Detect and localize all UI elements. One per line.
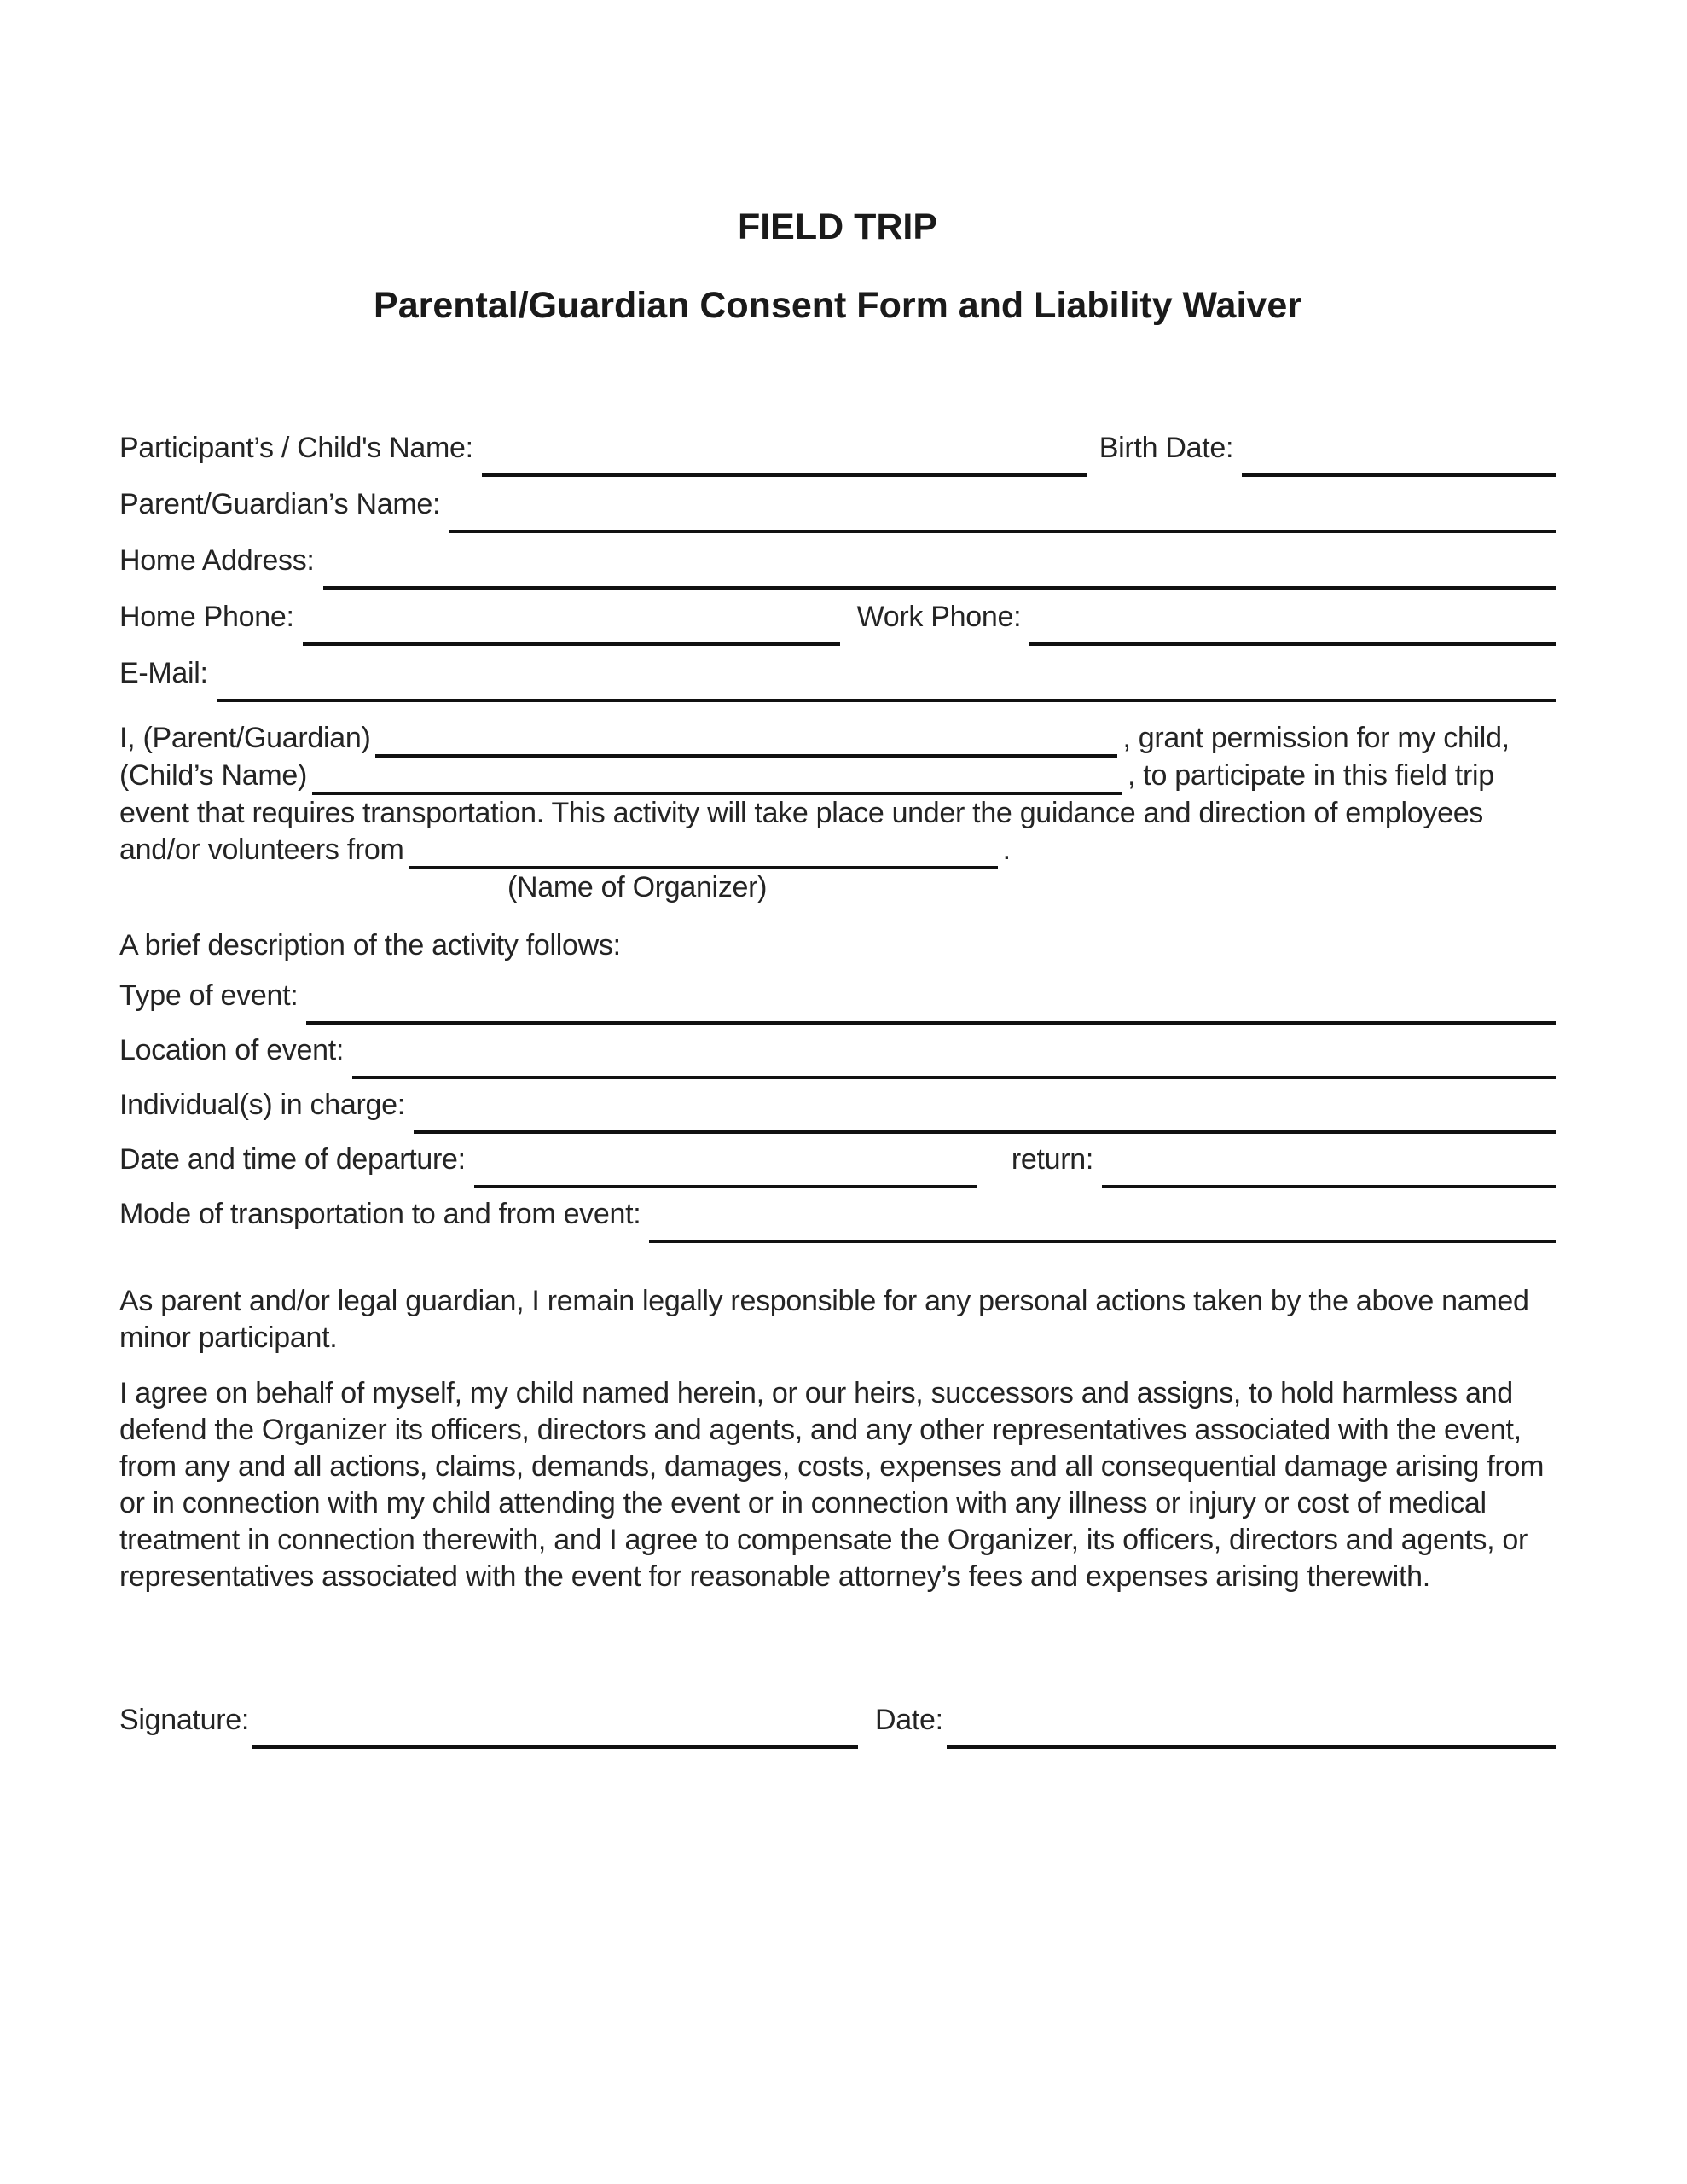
permission-line2-text: (Child’s Name) bbox=[119, 759, 308, 792]
return-blank[interactable] bbox=[1102, 1141, 1556, 1188]
permission-statement bbox=[119, 720, 1556, 906]
birth-date-blank[interactable] bbox=[1242, 429, 1556, 477]
departure-blank[interactable] bbox=[474, 1141, 977, 1188]
responsibility-paragraph: As parent and/or legal guardian, I remain legally responsible for any personal actions taken by the above named minor participant. bbox=[119, 1285, 1529, 1354]
home-address-row bbox=[119, 542, 1556, 579]
birth-date-label: Birth Date: bbox=[1099, 432, 1234, 464]
transportation-blank[interactable] bbox=[649, 1195, 1556, 1243]
permission-line-3: event that requires transportation. This activity will take place under the guidance and direction of employees bbox=[119, 797, 1484, 829]
date-label: Date: bbox=[875, 1704, 943, 1736]
permission-line-4 bbox=[119, 832, 1556, 869]
work-phone-label: Work Phone: bbox=[856, 601, 1022, 633]
parent-name-blank[interactable] bbox=[449, 485, 1556, 533]
home-phone-blank[interactable] bbox=[303, 598, 840, 646]
permission-line-1 bbox=[119, 720, 1556, 758]
individuals-in-charge-row bbox=[119, 1086, 1556, 1124]
participant-name-blank[interactable] bbox=[482, 429, 1087, 477]
type-of-event-row bbox=[119, 977, 1556, 1014]
transportation-row bbox=[119, 1195, 1556, 1233]
signature-blank[interactable] bbox=[252, 1701, 858, 1749]
child-name-blank[interactable] bbox=[312, 763, 1122, 795]
organizer-caption: (Name of Organizer) bbox=[507, 871, 768, 903]
return-label: return: bbox=[1011, 1143, 1093, 1176]
phones-row bbox=[119, 598, 1556, 636]
home-phone-label: Home Phone: bbox=[119, 601, 294, 633]
signature-row bbox=[119, 1701, 1556, 1739]
date-blank[interactable] bbox=[947, 1701, 1556, 1749]
form-subtitle: Parental/Guardian Consent Form and Liability Waiver bbox=[374, 285, 1301, 326]
location-of-event-blank[interactable] bbox=[352, 1031, 1556, 1079]
participant-name-label: Participant’s / Child's Name: bbox=[119, 432, 473, 464]
parent-guardian-name-blank[interactable] bbox=[375, 725, 1117, 758]
individuals-in-charge-label: Individual(s) in charge: bbox=[119, 1089, 405, 1121]
departure-return-row bbox=[119, 1141, 1556, 1178]
contact-section bbox=[119, 429, 1556, 692]
form-title: FIELD TRIP bbox=[737, 206, 938, 247]
work-phone-blank[interactable] bbox=[1029, 598, 1556, 646]
permission-line2-tail: , to participate in this field trip bbox=[1128, 759, 1494, 792]
permission-line1-text: I, (Parent/Guardian) bbox=[119, 722, 371, 754]
permission-line1-tail: , grant permission for my child, bbox=[1122, 722, 1510, 754]
email-blank[interactable] bbox=[217, 654, 1556, 702]
participant-row bbox=[119, 429, 1556, 467]
email-row bbox=[119, 654, 1556, 692]
permission-line4-text: and/or volunteers from bbox=[119, 834, 404, 866]
parent-name-label: Parent/Guardian’s Name: bbox=[119, 488, 441, 520]
location-of-event-label: Location of event: bbox=[119, 1034, 345, 1066]
home-address-label: Home Address: bbox=[119, 544, 315, 577]
individuals-in-charge-blank[interactable] bbox=[414, 1086, 1556, 1134]
parent-name-row bbox=[119, 485, 1556, 523]
home-address-blank[interactable] bbox=[323, 542, 1556, 590]
organizer-name-blank[interactable] bbox=[409, 837, 998, 869]
permission-line-2 bbox=[119, 758, 1556, 795]
hold-harmless-paragraph: I agree on behalf of myself, my child named herein, or our heirs, successors and assigns, to hold harmless and defend the Organizer its officers, directors and agents, and any other representatives associated with the event, from any and all actions, claims, demands, damages, costs, expenses and all consequential damage arising from or in connection with my child attending the event or in connection with any illness or injury or cost of medical treatment in connection therewith, and I agree to compensate the Organizer, its officers, directors and agents, or representatives associated with the event for reasonable attorney’s fees and expenses arising therewith. bbox=[119, 1377, 1545, 1593]
signature-label: Signature: bbox=[119, 1704, 249, 1736]
activity-intro: A brief description of the activity follows: bbox=[119, 929, 621, 961]
type-of-event-blank[interactable] bbox=[306, 977, 1556, 1025]
location-of-event-row bbox=[119, 1031, 1556, 1069]
activity-section bbox=[119, 977, 1556, 1233]
email-label: E-Mail: bbox=[119, 657, 208, 689]
transportation-label: Mode of transportation to and from event: bbox=[119, 1198, 641, 1230]
type-of-event-label: Type of event: bbox=[119, 979, 299, 1012]
permission-line4-tail: . bbox=[1002, 834, 1011, 866]
departure-label: Date and time of departure: bbox=[119, 1143, 466, 1176]
